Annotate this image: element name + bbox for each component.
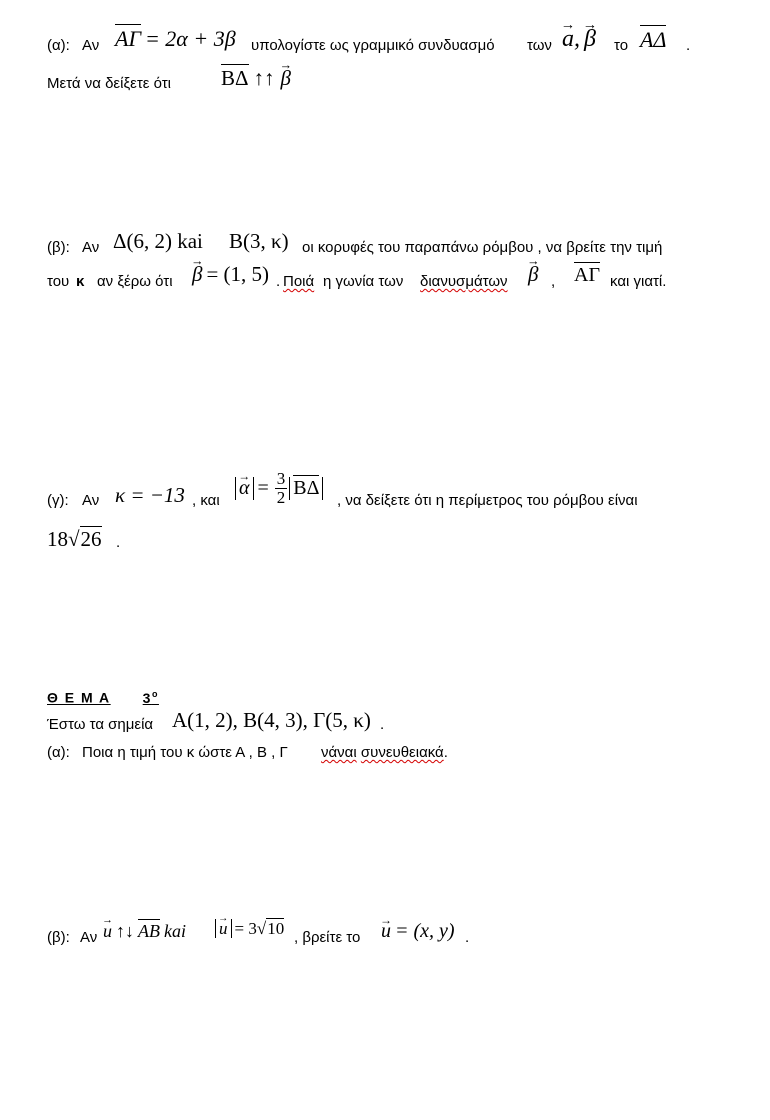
point-d — [113, 229, 203, 254]
parallel-arrows: ↑↑ — [253, 66, 275, 90]
thema-b-label: (β): — [47, 929, 70, 946]
part-b-why: και γιατί. — [610, 273, 667, 290]
vector-ag-b — [574, 264, 600, 287]
thema-intro: Έστω τα σημεία — [47, 716, 154, 733]
part-b-which — [283, 273, 314, 290]
thema-number: 3 — [142, 689, 152, 706]
vector-ag: ΑΓ — [574, 264, 601, 286]
thema-a-text: Ποια η τιμή του κ ώστε Α , Β , Γ — [82, 744, 288, 761]
word-vectors: διανυσμάτων — [420, 273, 508, 290]
vector-alpha: → α — [239, 477, 250, 500]
sqrt-symbol: √ — [68, 527, 80, 551]
vectors-a-b — [562, 26, 596, 53]
result-coefficient: 18 — [47, 527, 68, 551]
vector-ag: ΑΓ — [115, 26, 141, 51]
magnitude-alpha — [235, 477, 254, 500]
part-b-vectors-word — [420, 273, 508, 290]
thema-b-u-xy — [381, 920, 455, 943]
part-a-line2-text: Μετά να δείξετε ότι — [47, 75, 172, 92]
part-a-line2-relation — [221, 66, 291, 91]
vector-beta: → β — [584, 26, 596, 53]
kappa: κ — [76, 273, 85, 290]
perimeter-result — [47, 527, 102, 552]
thema-heading — [47, 689, 159, 706]
thema-number-sup: ο — [151, 689, 159, 699]
vector-beta: → β — [528, 262, 538, 287]
fraction-numerator: 3 — [276, 469, 286, 488]
vector-ad: ΑΔ — [640, 27, 667, 52]
vector-beta: → β — [281, 66, 291, 91]
magnitude-u — [215, 919, 232, 938]
vector-u: → u — [219, 919, 228, 939]
radicand-ten: 10 — [267, 919, 285, 938]
vector-equation-rhs: = 2α + 3β — [144, 26, 236, 51]
thema-b-find: , βρείτε το — [294, 929, 361, 946]
vector-beta: → β — [192, 262, 202, 287]
vector-bd: ΒΔ — [221, 66, 249, 90]
word-poia: Ποιά — [283, 273, 315, 290]
part-b-text-of: του — [47, 273, 70, 290]
fraction-denominator: 2 — [276, 487, 286, 507]
part-b-comma: , — [551, 273, 556, 290]
thema-b-period: . — [465, 929, 470, 946]
beta-value — [192, 262, 269, 287]
part-b-period: . — [276, 273, 281, 290]
kappa-equation: κ = −13 — [115, 483, 185, 507]
result-radicand: 26 — [80, 527, 102, 551]
kai-word: kai — [164, 921, 186, 941]
point-d-text: Δ(6, 2) kai — [113, 229, 203, 253]
thema-b-if: Αν — [80, 929, 98, 946]
vector-beta-2 — [528, 262, 538, 287]
part-a-equation — [115, 26, 236, 52]
part-a-text-if: Αν — [82, 37, 100, 54]
part-a-instruction: υπολογίστε ως γραμμικό συνδυασμό — [251, 37, 495, 54]
part-a-text-of: των — [527, 37, 552, 54]
magnitude-equation — [235, 470, 323, 507]
vector-u: → u — [381, 920, 391, 943]
thema-a-wavy — [321, 744, 448, 761]
part-c-perimeter-text: , να δείξετε ότι η περίμετρος του ρόμβου είναι — [337, 492, 638, 509]
comma: , — [574, 26, 580, 52]
word-nanai: νάναι — [321, 744, 357, 761]
vector-u: → u — [103, 921, 112, 942]
u-components: = (x, y) — [395, 920, 455, 942]
part-c-text-if: Αν — [82, 492, 100, 509]
part-b-label: (β): — [47, 239, 70, 256]
part-a-period: . — [686, 37, 691, 54]
thema-a-period: . — [443, 744, 448, 761]
part-b-text-given: αν ξέρω ότι — [97, 273, 173, 290]
part-b-text-if: Αν — [82, 239, 100, 256]
word-collinear: συνευθειακά — [360, 744, 444, 761]
part-b-angle-text: η γωνία των — [323, 273, 404, 290]
part-c-and: , και — [192, 492, 220, 509]
equals-sign: = — [257, 476, 269, 499]
thema-intro-period: . — [380, 716, 385, 733]
result-period: . — [116, 534, 121, 551]
antiparallel-arrows: ↑↓ — [116, 921, 134, 941]
part-c-label: (γ): — [47, 492, 69, 509]
point-b — [229, 229, 289, 254]
vector-a: → a — [562, 26, 574, 53]
thema-points: Α(1, 2), Β(4, 3), Γ(5, κ) — [172, 708, 371, 732]
vector-ab: AB — [138, 921, 160, 941]
vector-bd: ΒΔ — [293, 476, 320, 499]
part-a-text-the: το — [614, 37, 629, 54]
magnitude-u-equation — [215, 919, 284, 939]
part-a-vector-ad — [640, 27, 666, 53]
point-b-text: Β(3, κ) — [229, 229, 289, 253]
thema-a-label: (α): — [47, 744, 70, 761]
part-b-text-vertices: οι κορυφές του παραπάνω ρόμβου , να βρείτε την τιμή — [302, 239, 663, 256]
part-a-label: (α): — [47, 37, 70, 54]
fraction-three-halves — [275, 470, 288, 507]
sqrt-symbol: √ — [256, 919, 267, 938]
magnitude-value: = 3 — [234, 919, 257, 938]
thema-b-relation — [103, 921, 186, 942]
beta-value-text: = (1, 5) — [206, 262, 270, 286]
thema-title: Θ Ε Μ Α — [47, 689, 111, 706]
magnitude-bd — [289, 477, 323, 500]
